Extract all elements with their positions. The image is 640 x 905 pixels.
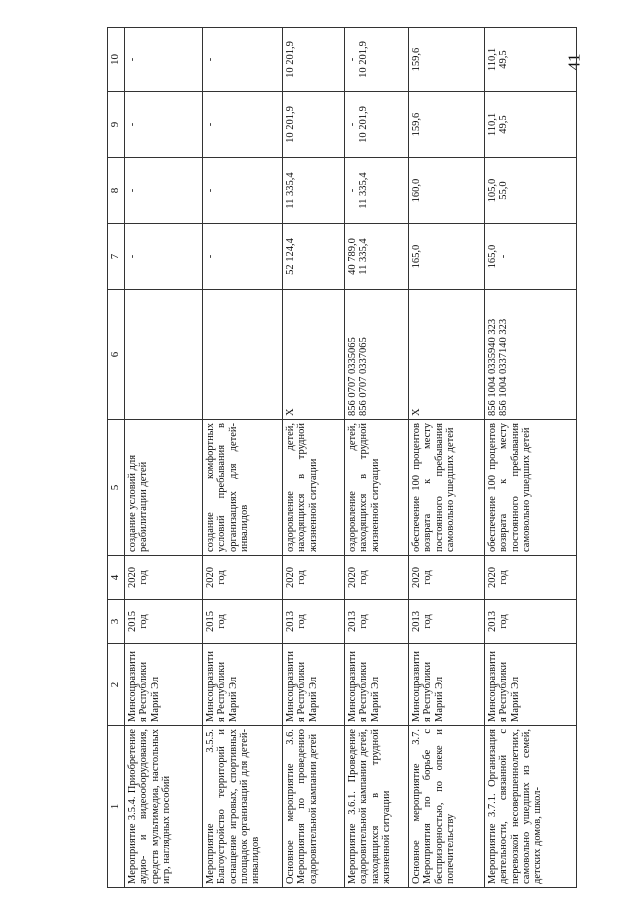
value-line: 52 124,4: [284, 238, 296, 275]
table-row: [408, 28, 484, 888]
value-line: -: [204, 188, 216, 193]
budget-code: [484, 290, 576, 420]
value-cell: [484, 92, 576, 158]
expected-result: оздоровление детей, находящихся в трудной жизненной ситуации: [282, 420, 344, 556]
value-line: 165,0: [486, 244, 498, 269]
code-line: X: [284, 408, 296, 416]
budget-code: [282, 290, 344, 420]
value-cell: [282, 158, 344, 224]
value-cell: [202, 28, 282, 92]
expected-result: создание условий для реабилитации детей: [124, 420, 202, 556]
value-line: 11 335,4: [358, 172, 370, 209]
value-cell: [124, 92, 202, 158]
budget-code: [124, 290, 202, 420]
value-cell: [344, 92, 408, 158]
value-line: 110,1: [486, 112, 498, 137]
measure-name: Мероприятие 3.5.4. Приобретение аудио- и видеооборудования, средств мультимедиа, настольных игр, наглядных пособий: [124, 726, 202, 888]
value-line: 159,6: [410, 112, 422, 137]
code-line: 856 1004 0335940 323: [486, 318, 498, 416]
col-header: 4: [108, 556, 125, 600]
value-cell: [282, 224, 344, 290]
value-cell: [484, 224, 576, 290]
executor: Минсоцразвития Республики Марий Эл: [484, 644, 576, 726]
start-year: 2015 год: [202, 600, 282, 644]
end-year: 2020 год: [124, 556, 202, 600]
measure-name: Основное мероприятие 3.7. Мероприятия по борьбе с беспризорностью, по опеке и попечительству: [408, 726, 484, 888]
value-line: -: [126, 188, 138, 193]
table-row: [344, 28, 408, 888]
value-cell: [484, 158, 576, 224]
value-cell: [282, 92, 344, 158]
executor: Минсоцразвития Республики Марий Эл: [202, 644, 282, 726]
start-year: 2015 год: [124, 600, 202, 644]
executor: Минсоцразвития Республики Марий Эл: [344, 644, 408, 726]
end-year: 2020 год: [484, 556, 576, 600]
value-line: 10 201,9: [284, 41, 296, 78]
table-row: [202, 28, 282, 888]
value-line: 159,6: [410, 47, 422, 72]
value-cell: [408, 158, 484, 224]
end-year: 2020 год: [282, 556, 344, 600]
code-line: 856 0707 0337065: [358, 337, 370, 416]
value-line: -: [498, 254, 510, 259]
start-year: 2013 год: [344, 600, 408, 644]
value-line: -: [204, 122, 216, 127]
value-line: -: [346, 122, 358, 127]
measure-name: Мероприятие 3.7.1. Организация деятельности, связанной с перевозкой несовершеннолетних, самовольно ушедших из семей, детских домов, школ-: [484, 726, 576, 888]
value-cell: [124, 28, 202, 92]
value-line: 40 789,0: [346, 238, 358, 275]
value-cell: [282, 28, 344, 92]
value-cell: [408, 92, 484, 158]
measure-name: Мероприятие 3.5.5. Благоустройство территорий и оснащение игровых, спортивных площадок организаций для детей-инвалидов: [202, 726, 282, 888]
col-header: 10: [108, 28, 125, 92]
start-year: 2013 год: [484, 600, 576, 644]
col-header: 9: [108, 92, 125, 158]
expected-result: обеспечение 100 процентов возврата к месту постоянного пребывания самовольно ушедших детей: [484, 420, 576, 556]
value-cell: [124, 224, 202, 290]
col-header: 3: [108, 600, 125, 644]
expected-result: оздоровление детей, находящихся в трудной жизненной ситуации: [344, 420, 408, 556]
rotated-table-container: [107, 28, 617, 888]
col-header: 7: [108, 224, 125, 290]
col-header: 2: [108, 644, 125, 726]
executor: Минсоцразвития Республики Марий Эл: [124, 644, 202, 726]
budget-code: [408, 290, 484, 420]
value-line: 55,0: [498, 181, 510, 200]
value-line: 49,5: [498, 50, 510, 69]
expected-result: обеспечение 100 процентов возврата к месту постоянного пребывания самовольно ушедших детей: [408, 420, 484, 556]
code-line: 856 1004 0337140 323: [498, 318, 510, 416]
value-line: 110,1: [486, 47, 498, 72]
value-line: 105,0: [486, 178, 498, 203]
value-cell: [408, 224, 484, 290]
measure-name: Мероприятие 3.6.1. Проведение оздоровительной кампании детей, находящихся в трудной жизненной ситуации: [344, 726, 408, 888]
table-row: [282, 28, 344, 888]
value-line: 10 201,9: [358, 41, 370, 78]
program-table: [107, 27, 577, 888]
value-line: 11 335,4: [358, 238, 370, 275]
executor: Минсоцразвития Республики Марий Эл: [282, 644, 344, 726]
start-year: 2013 год: [282, 600, 344, 644]
start-year: 2013 год: [408, 600, 484, 644]
col-header: 5: [108, 420, 125, 556]
value-cell: [124, 158, 202, 224]
value-cell: [408, 28, 484, 92]
budget-code: [344, 290, 408, 420]
value-line: 165,0: [410, 244, 422, 269]
value-cell: [344, 28, 408, 92]
value-line: -: [204, 57, 216, 62]
value-line: -: [204, 254, 216, 259]
value-line: 10 201,9: [358, 106, 370, 143]
value-line: 10 201,9: [284, 106, 296, 143]
value-line: -: [126, 122, 138, 127]
value-line: -: [346, 57, 358, 62]
end-year: 2020 год: [202, 556, 282, 600]
value-line: -: [126, 57, 138, 62]
value-line: 160,0: [410, 178, 422, 203]
value-line: 49,5: [498, 115, 510, 134]
page-number: 41: [564, 53, 584, 71]
value-line: 11 335,4: [284, 172, 296, 209]
value-cell: [202, 224, 282, 290]
value-cell: [202, 92, 282, 158]
col-header: 1: [108, 726, 125, 888]
code-line: 856 0707 0335065: [346, 337, 358, 416]
col-header: 6: [108, 290, 125, 420]
header-row: [108, 28, 125, 888]
value-cell: [484, 28, 576, 92]
end-year: 2020 год: [408, 556, 484, 600]
table-row: [124, 28, 202, 888]
table-row: [484, 28, 576, 888]
executor: Минсоцразвития Республики Марий Эл: [408, 644, 484, 726]
code-line: X: [410, 408, 422, 416]
expected-result: создание комфортных условий пребывания в организациях для детей-инвалидов: [202, 420, 282, 556]
measure-name: Основное мероприятие 3.6. Мероприятия по проведению оздоровительной кампании детей: [282, 726, 344, 888]
value-cell: [344, 224, 408, 290]
col-header: 8: [108, 158, 125, 224]
end-year: 2020 год: [344, 556, 408, 600]
value-line: -: [346, 188, 358, 193]
budget-code: [202, 290, 282, 420]
value-line: -: [126, 254, 138, 259]
value-cell: [344, 158, 408, 224]
value-cell: [202, 158, 282, 224]
